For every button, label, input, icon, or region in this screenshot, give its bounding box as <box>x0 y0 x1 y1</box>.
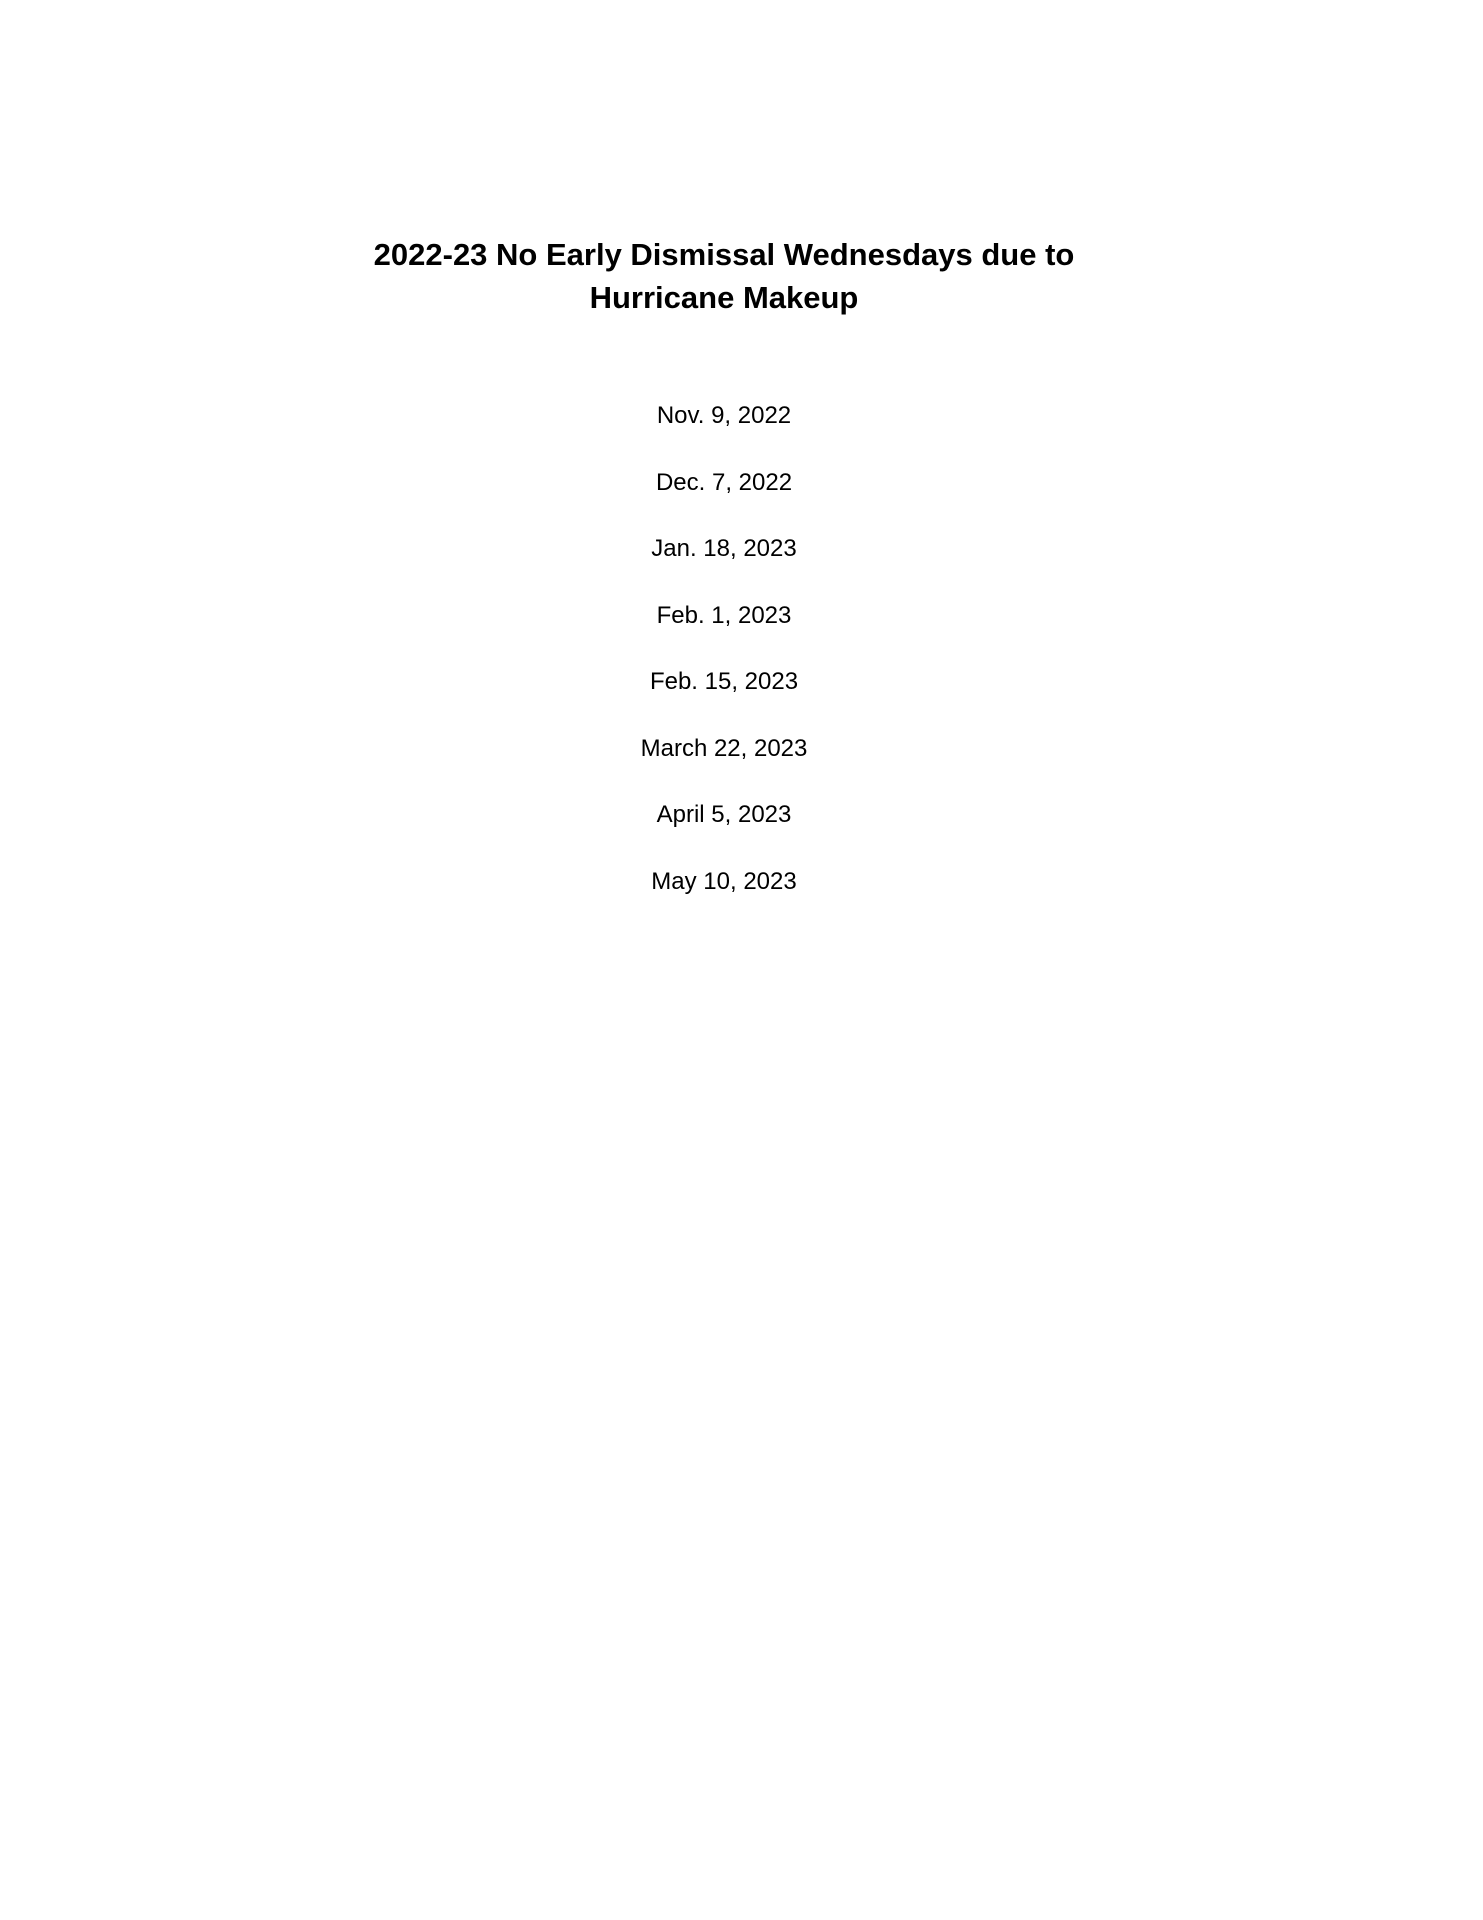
page-title <box>0 233 1448 319</box>
date-item-8: May 10, 2023 <box>651 867 797 895</box>
date-item-1: Nov. 9, 2022 <box>656 402 792 429</box>
page-title-line-2: Hurricane Makeup <box>589 280 859 315</box>
page-title-line-1: 2022-23 No Early Dismissal Wednesdays due to <box>373 237 1075 272</box>
date-list <box>0 383 1448 915</box>
date-item-2: Dec. 7, 2022 <box>655 468 793 496</box>
date-item-3: Jan. 18, 2023 <box>651 535 797 562</box>
document-content <box>0 0 1483 915</box>
date-item-6: March 22, 2023 <box>640 734 808 762</box>
date-item-4: Feb. 1, 2023 <box>656 601 792 629</box>
date-item-5: Feb. 15, 2023 <box>649 668 799 695</box>
date-item-7: April 5, 2023 <box>656 801 792 828</box>
